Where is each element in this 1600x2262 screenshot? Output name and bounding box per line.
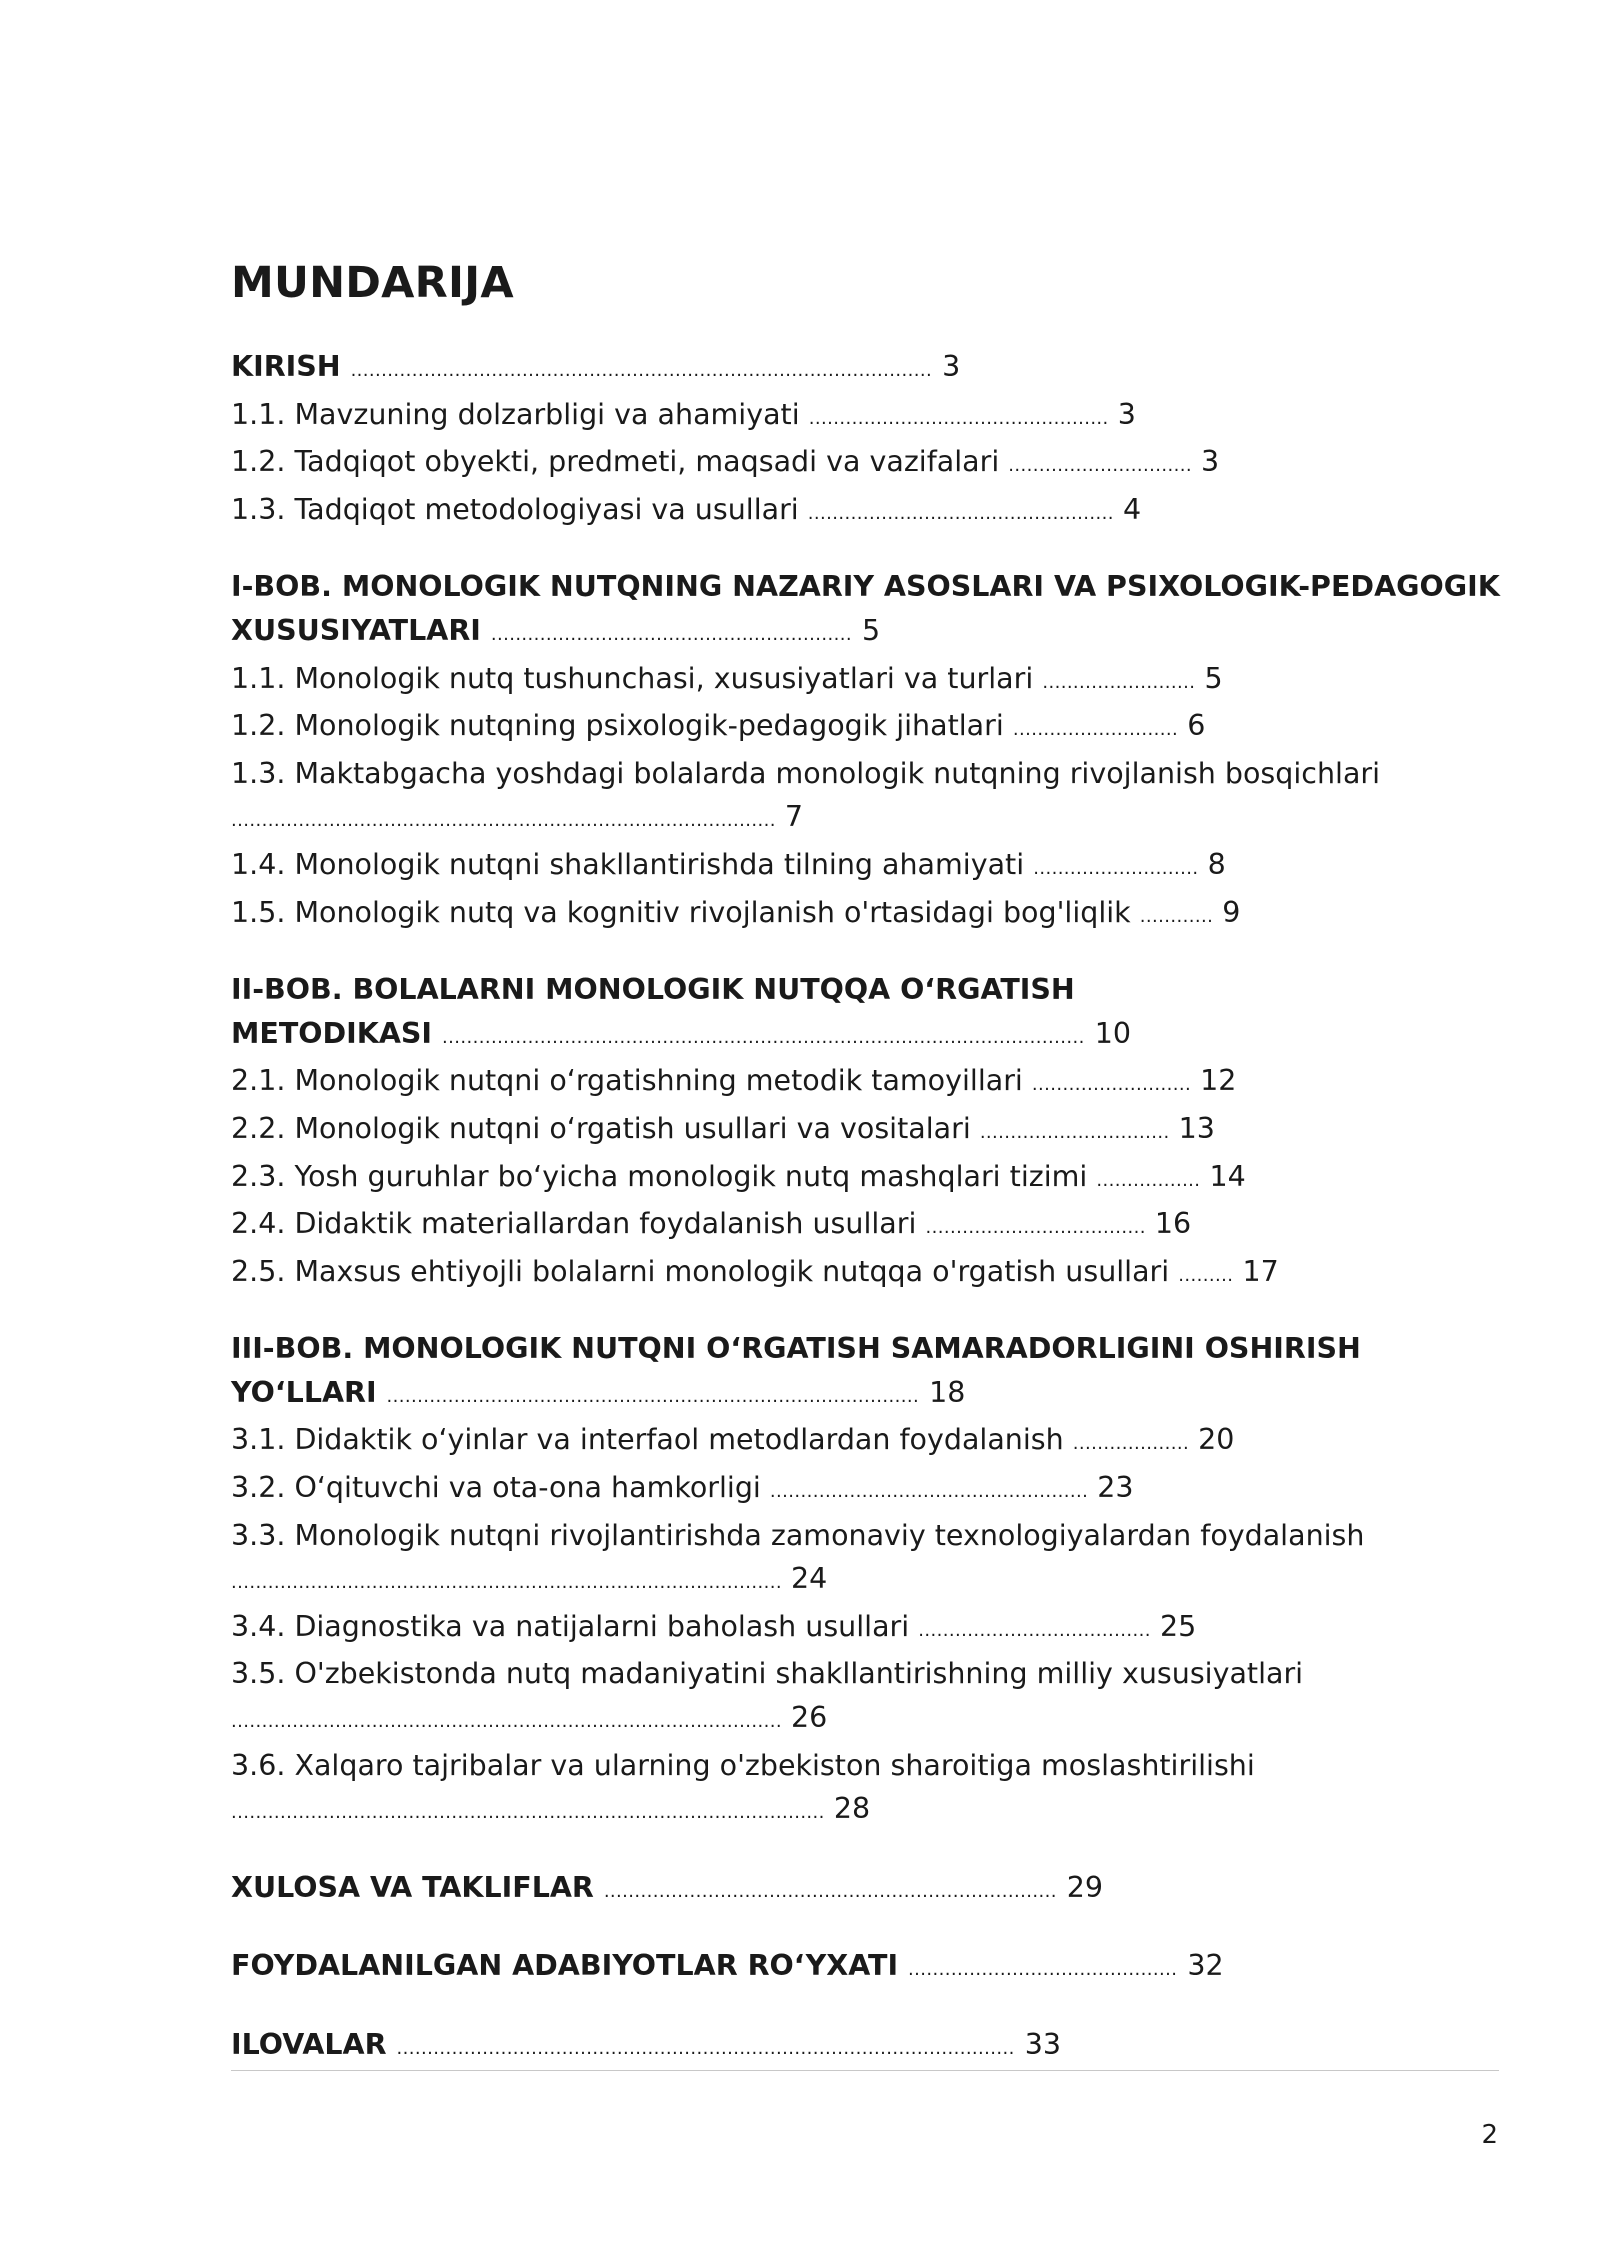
toc-leader-dots: ................. [1096, 1169, 1201, 1191]
toc-page-number: 5 [1204, 661, 1223, 695]
toc-leader-dots: ....................................................................................... [386, 1385, 920, 1407]
toc-entry-ilovalar [231, 2023, 1491, 2071]
toc-leader-dots: ............ [1139, 905, 1214, 927]
toc-entry-continuation [231, 1557, 1491, 1605]
toc-leader-dots: ................... [1072, 1433, 1190, 1455]
toc-entry-kirish [231, 345, 1491, 393]
toc-entry-xulosa [231, 1866, 1491, 1914]
toc-leader-dots: .......................................................................................... [231, 1572, 782, 1594]
toc-entry [231, 1059, 1491, 1107]
toc-entry-title: 2.3. Yosh guruhlar bo‘yicha monologik nutq mashqlari tizimi [231, 1159, 1088, 1193]
toc-entry [231, 891, 1491, 939]
toc-page-number: 32 [1187, 1949, 1224, 1983]
toc-page-number: 3 [1201, 445, 1220, 479]
toc-entry-title: III-BOB. MONOLOGIK NUTQNI O‘RGATISH SAMARADORLIGINI OSHIRISH [231, 1332, 1361, 1366]
toc-entry [231, 488, 1491, 536]
toc-entry [231, 1605, 1491, 1653]
toc-page-number: 29 [1066, 1870, 1104, 1904]
toc-page-number: 3 [942, 350, 961, 383]
toc-entry-title: 3.4. Diagnostika va natijalarni baholash usullari [231, 1609, 910, 1643]
toc-entry-title: 1.2. Tadqiqot obyekti, predmeti, maqsadi va vazifalari [231, 445, 1000, 479]
toc-leader-dots: ........................... [1012, 719, 1179, 741]
toc-chapter-1-heading-cont [231, 609, 1491, 657]
toc-entry-title: I-BOB. MONOLOGIK NUTQNING NAZARIY ASOSLARI VA PSIXOLOGIK-PEDAGOGIK [231, 570, 1500, 604]
toc-entry-title: 2.4. Didaktik materiallardan foydalanish usullari [231, 1207, 917, 1241]
toc-page-number: 16 [1154, 1207, 1192, 1241]
toc-entry-title: KIRISH [231, 350, 341, 383]
toc-page-number: 17 [1242, 1254, 1279, 1288]
toc-entry-title: 2.2. Monologik nutqni o‘rgatish usullari va vositalari [231, 1111, 971, 1145]
toc-chapter-2-heading [231, 968, 1491, 1012]
toc-entry-title: XULOSA VA TAKLIFLAR [231, 1870, 594, 1904]
footer-divider [231, 2070, 1499, 2071]
toc-entry-continuation [231, 1787, 1491, 1835]
toc-page-number: 14 [1209, 1159, 1246, 1193]
toc-leader-dots: .............................. [1008, 455, 1192, 477]
toc-entry [231, 1466, 1491, 1514]
toc-leader-dots: .................................................. [807, 502, 1114, 524]
toc-entry [231, 1514, 1491, 1558]
toc-entry [231, 393, 1491, 441]
toc-entry [231, 440, 1491, 488]
toc-page-number: 12 [1200, 1064, 1237, 1098]
toc-leader-dots: ................................................. [808, 407, 1109, 429]
toc-entry [231, 843, 1491, 891]
toc-entry-continuation [231, 1696, 1491, 1744]
toc-leader-dots: ......................................................................................... [231, 810, 776, 832]
toc-page-number: 8 [1207, 847, 1226, 881]
toc-page-number: 5 [861, 613, 881, 647]
toc-entry [231, 1418, 1491, 1466]
toc-entry-title: YO‘LLARI [231, 1375, 377, 1409]
toc-entry [231, 704, 1491, 752]
toc-entry-title: 2.1. Monologik nutqni o‘rgatishning metodik tamoyillari [231, 1064, 1023, 1098]
toc-chapter-3-heading [231, 1327, 1491, 1371]
toc-entry [231, 1155, 1491, 1203]
toc-leader-dots: ..................................................................................................... [396, 2038, 1015, 2059]
toc-leader-dots: ......... [1178, 1264, 1234, 1286]
toc-entry-title: 1.4. Monologik nutqni shakllantirishda tilning ahamiyati [231, 847, 1025, 881]
toc-leader-dots: ............................................ [908, 1959, 1178, 1981]
toc-entry [231, 1744, 1491, 1788]
toc-leader-dots: .......................................................................................... [231, 1711, 782, 1733]
toc-entry-title: METODIKASI [231, 1016, 433, 1050]
toc-leader-dots: ............................... [979, 1121, 1170, 1143]
toc-entry-title: 3.1. Didaktik o‘yinlar va interfaol metodlardan foydalanish [231, 1423, 1064, 1457]
toc-leader-dots: ................................................................................................. [231, 1802, 825, 1824]
toc-page-number: 25 [1159, 1609, 1197, 1643]
toc-page-number: 4 [1122, 492, 1142, 526]
toc-page-number: 33 [1024, 2028, 1061, 2061]
toc-entry [231, 752, 1491, 796]
toc-entry-continuation [231, 795, 1491, 843]
toc-page-number: 26 [791, 1701, 828, 1735]
toc-leader-dots: ............................................................................................... [350, 360, 933, 381]
toc-page-number: 7 [784, 800, 804, 834]
toc-page-number: 28 [833, 1792, 871, 1826]
table-of-contents [231, 345, 1500, 2071]
toc-chapter-2-heading-cont [231, 1012, 1491, 1060]
toc-entry [231, 1107, 1491, 1155]
toc-entry-title: 1.5. Monologik nutq va kognitiv rivojlanish o'rtasidagi bog'liqlik [231, 895, 1131, 929]
toc-entry-title: 2.5. Maxsus ehtiyojli bolalarni monologik nutqqa o'rgatish usullari [231, 1254, 1170, 1288]
toc-entry-title: 1.2. Monologik nutqning psixologik-pedagogik jihatlari [231, 709, 1004, 743]
toc-entry-title: 3.2. O‘qituvchi va ota-ona hamkorligi [231, 1471, 761, 1505]
toc-page-number: 9 [1222, 895, 1241, 929]
toc-entry [231, 1250, 1491, 1298]
toc-leader-dots: .......................... [1031, 1074, 1192, 1096]
toc-entry-title: 3.5. O'zbekistonda nutq madaniyatini shakllantirishning milliy xususiyatlari [231, 1657, 1304, 1691]
page-title: MUNDARIJA [231, 258, 514, 308]
toc-chapter-3-heading-cont [231, 1371, 1491, 1419]
toc-entry-title: 3.6. Xalqaro tajribalar va ularning o'zbekiston sharoitiga moslashtirilishi [231, 1748, 1255, 1782]
toc-entry-title: 1.1. Monologik nutq tushunchasi, xususiyatlari va turlari [231, 661, 1034, 695]
toc-leader-dots: ........................................................... [490, 623, 853, 645]
toc-page-number: 3 [1117, 397, 1136, 431]
toc-leader-dots: ......................... [1042, 671, 1196, 693]
toc-page-number: 18 [929, 1375, 966, 1409]
toc-entry-adabiyotlar [231, 1944, 1491, 1992]
toc-leader-dots: .................................................... [769, 1481, 1089, 1503]
toc-entry [231, 657, 1491, 705]
toc-page-number: 13 [1178, 1111, 1215, 1145]
toc-entry-title: II-BOB. BOLALARNI MONOLOGIK NUTQQA O‘RGATISH [231, 973, 1075, 1007]
toc-page-number: 20 [1198, 1423, 1235, 1457]
toc-entry-title: FOYDALANILGAN ADABIYOTLAR RO‘YXATI [231, 1949, 899, 1983]
toc-leader-dots: .......................................................................... [603, 1880, 1057, 1902]
toc-page-number: 6 [1187, 709, 1206, 743]
toc-entry-title: 1.3. Tadqiqot metodologiyasi va usullari [231, 492, 799, 526]
page-number: 2 [1481, 2120, 1498, 2150]
toc-leader-dots: ...................................... [918, 1619, 1151, 1641]
toc-entry-title: 1.3. Maktabgacha yoshdagi bolalarda monologik nutqning rivojlanish bosqichlari [231, 756, 1381, 790]
toc-chapter-1-heading [231, 565, 1500, 609]
toc-leader-dots: ........................... [1033, 857, 1199, 879]
toc-entry-title: 3.3. Monologik nutqni rivojlantirishda zamonaviy texnologiyalardan foydalanish [231, 1518, 1365, 1552]
toc-leader-dots: ......................................................................................................... [441, 1026, 1085, 1048]
toc-page-number: 10 [1094, 1016, 1131, 1050]
toc-page-number: 24 [791, 1562, 828, 1596]
toc-entry-title: ILOVALAR [231, 2028, 387, 2061]
toc-entry-title: XUSUSIYATLARI [231, 613, 481, 647]
toc-page-number: 23 [1097, 1471, 1134, 1505]
toc-entry [231, 1202, 1491, 1250]
toc-leader-dots: .................................... [925, 1217, 1146, 1239]
toc-entry-title: 1.1. Mavzuning dolzarbligi va ahamiyati [231, 397, 800, 431]
toc-entry [231, 1652, 1491, 1696]
